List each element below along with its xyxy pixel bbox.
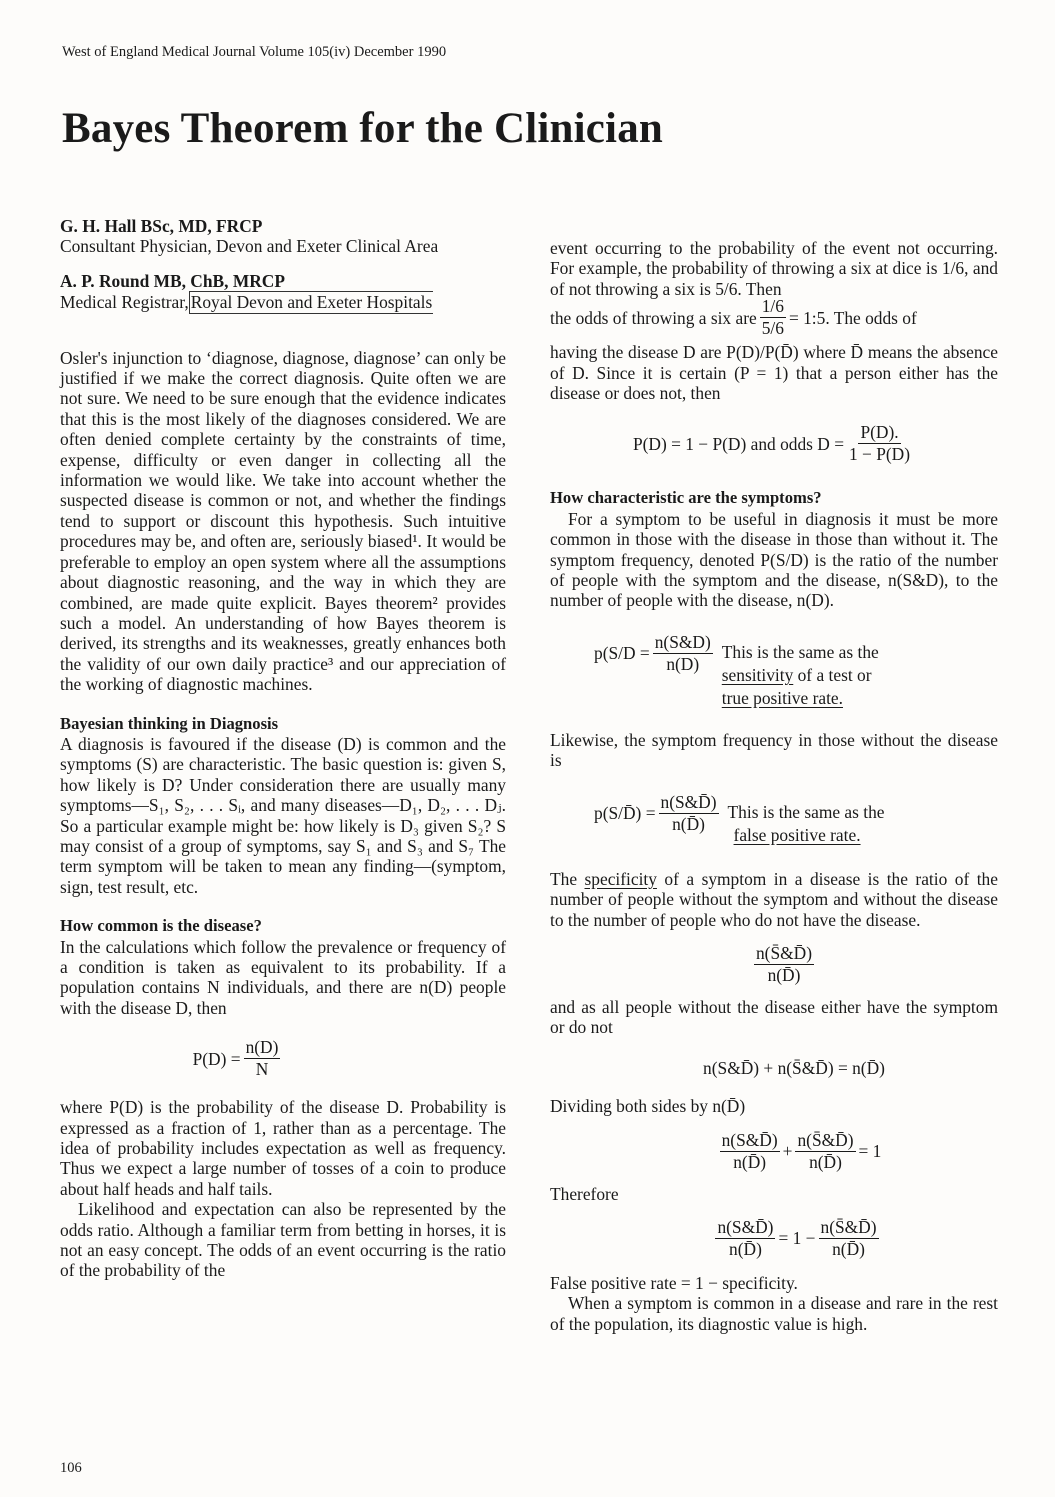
intro-paragraph: Osler's injunction to ‘diagnose, diagnose, diagnose’ can only be justified if we make the correct diagnosis. Quite often we are not sure. We need to be sure enough that the evidence indicates that this is the most likely of the diagnoses considered. We are often denied complete certainty by the constraints of time, expense, difficulty or even danger in collecting all the information we would like. We take into account whether the suspected disease is common or not, and whether the findings tend to support or discount this hypothesis. Such intuitive procedures may be, and often are, seriously biased¹. It would be preferable to employ an open system where all the assumptions about diagnostic reasoning, and the way in which they are combined, are made quite explicit. Bayes theorem² provides such a model. An understanding of how Bayes theorem is derived, its strengths and its weaknesses, greatly enhances both the validity of our own daily practice³ and our appreciation of the working of diagnostic machines. — [60, 347, 506, 695]
equation-specificity: $\frac{n(S̄\&D̄)}{n(D̄)}$ — [755, 942, 813, 985]
all-people-paragraph: and as all people without the disease either have the symptom or do not — [550, 996, 998, 1038]
specificity-paragraph: The specificity of a symptom in a disease is the ratio of the number of people without the symptom and without the disease to the number of people who do not have the disease. — [550, 868, 998, 930]
odds-disease-paragraph: having the disease D are P(D)/P(D̄) where D̄ means the absence of D. Since it is certain (P = 1) that a person either has the disease or does not, then — [550, 342, 998, 404]
equation-sensitivity: p(S/D = $\frac{n(S\&D)}{n(D)}$ This is the same as the sensitivity of a test or true positive rate. — [594, 631, 879, 708]
equation-divide: $\frac{n(S\&D̄)}{n(D̄)}$ + $\frac{n(S̄\&D̄)}{n(D̄)}$ = 1 — [721, 1129, 882, 1172]
final-paragraph: When a symptom is common in a disease and rare in the rest of the population, its diagnostic value is high. — [550, 1293, 998, 1334]
odds-paragraph: Likelihood and expectation can also be represented by the odds ratio. Although a familiar term from betting in horses, it is not an easy concept. The odds of an event occurring is the ratio of the probability of the — [60, 1199, 506, 1281]
author-1-affiliation: Consultant Physician, Devon and Exeter Clinical Area — [60, 236, 439, 257]
equation-odds: P(D) = 1 − P(D) and odds D = $\frac{P(D).}{1 - P(D)}$ — [632, 422, 911, 465]
section-heading-bayesian: Bayesian thinking in Diagnosis — [60, 713, 279, 733]
likewise-paragraph: Likewise, the symptom frequency in those without the disease is — [550, 729, 998, 771]
section-text-characteristic: For a symptom to be useful in diagnosis it must be more common in those with the disease in those than without it. The symptom frequency, denoted P(S/D) is the ratio of the number of people with the symptom and the disease, n(S&D), to the number of people with the disease, n(D). — [550, 508, 998, 611]
section-text-how-common: In the calculations which follow the prevalence or frequency of a condition is taken as equivalent to its probability. If a population contains N individuals, and there are n(D) people with the disease D, then — [60, 936, 506, 1018]
odds-dice-line: the odds of throwing a six are $\frac{1/6}{5/6}$ = 1:5. The odds of — [550, 296, 917, 339]
equation-sum: n(S&D̄) + n(S̄&D̄) = n(D̄) — [703, 1057, 885, 1078]
specificity-term: specificity — [584, 868, 657, 889]
page-number: 106 — [60, 1460, 82, 1476]
dividing-text: Dividing both sides by n(D̄) — [550, 1096, 746, 1117]
article-title: Bayes Theorem for the Clinician — [62, 105, 664, 152]
false-positive-term: false positive rate. — [733, 824, 861, 845]
journal-header: West of England Medical Journal Volume 105(iv) December 1990 — [62, 44, 447, 60]
section-text-bayesian: A diagnosis is favoured if the disease (D) is common and the symptoms (S) are characteristic. The basic question is: given S, how likely is D? Under consideration there are usually many symptoms—S₁, S₂, . . . Sᵢ, and many diseases—D₁, D₂, . . . Dⱼ. So a particular example might be: how likely is D₃ given S₂? S may consist of a group of symptoms, say S₁ and S₃ and S₇ The term symptom will be taken to mean any finding—(symptom, sign, test result, etc. — [60, 733, 506, 897]
left-column — [60, 216, 506, 1281]
sensitivity-term: sensitivity — [721, 664, 794, 685]
equation-false-positive: p(S/D̄) = $\frac{n(S\&D̄)}{n(D̄)}$ This is the same as the false positive rate. — [594, 791, 885, 845]
false-positive-rate-line: False positive rate = 1 − specificity. — [550, 1272, 798, 1293]
section-heading-how-common: How common is the disease? — [60, 916, 262, 936]
author-1-name: G. H. Hall BSc, MD, FRCP — [60, 216, 263, 236]
true-positive-term: true positive rate. — [721, 687, 843, 708]
probability-paragraph: where P(D) is the probability of the disease D. Probability is expressed as a fraction of 1, rather than as a percentage. The idea of probability includes expectation as well as frequency. Thus we expect a large number of tosses of a coin to produce about half heads and half tails. — [60, 1097, 506, 1199]
equation-pd: P(D) = $\frac{n(D)}{N}$ — [192, 1037, 279, 1080]
therefore-text: Therefore — [550, 1183, 619, 1204]
right-column — [550, 238, 998, 1334]
odds-continuation: event occurring to the probability of the event not occurring. For example, the probability of throwing a six at dice is 1/6, and of not throwing a six is 5/6. Then — [550, 238, 998, 299]
author-2-name: A. P. Round MB, ChB, MRCP — [60, 270, 285, 291]
author-2-affiliation: Medical Registrar, Royal Devon and Exeter Hospitals — [60, 292, 433, 313]
equation-therefore: $\frac{n(S\&D̄)}{n(D̄)}$ = 1 − $\frac{n(S̄\&D̄)}{n(D̄)}$ — [717, 1216, 877, 1259]
handwritten-correction-mark: Royal Devon and Exeter Hospitals — [190, 292, 433, 313]
section-heading-characteristic: How characteristic are the symptoms? — [550, 488, 822, 508]
